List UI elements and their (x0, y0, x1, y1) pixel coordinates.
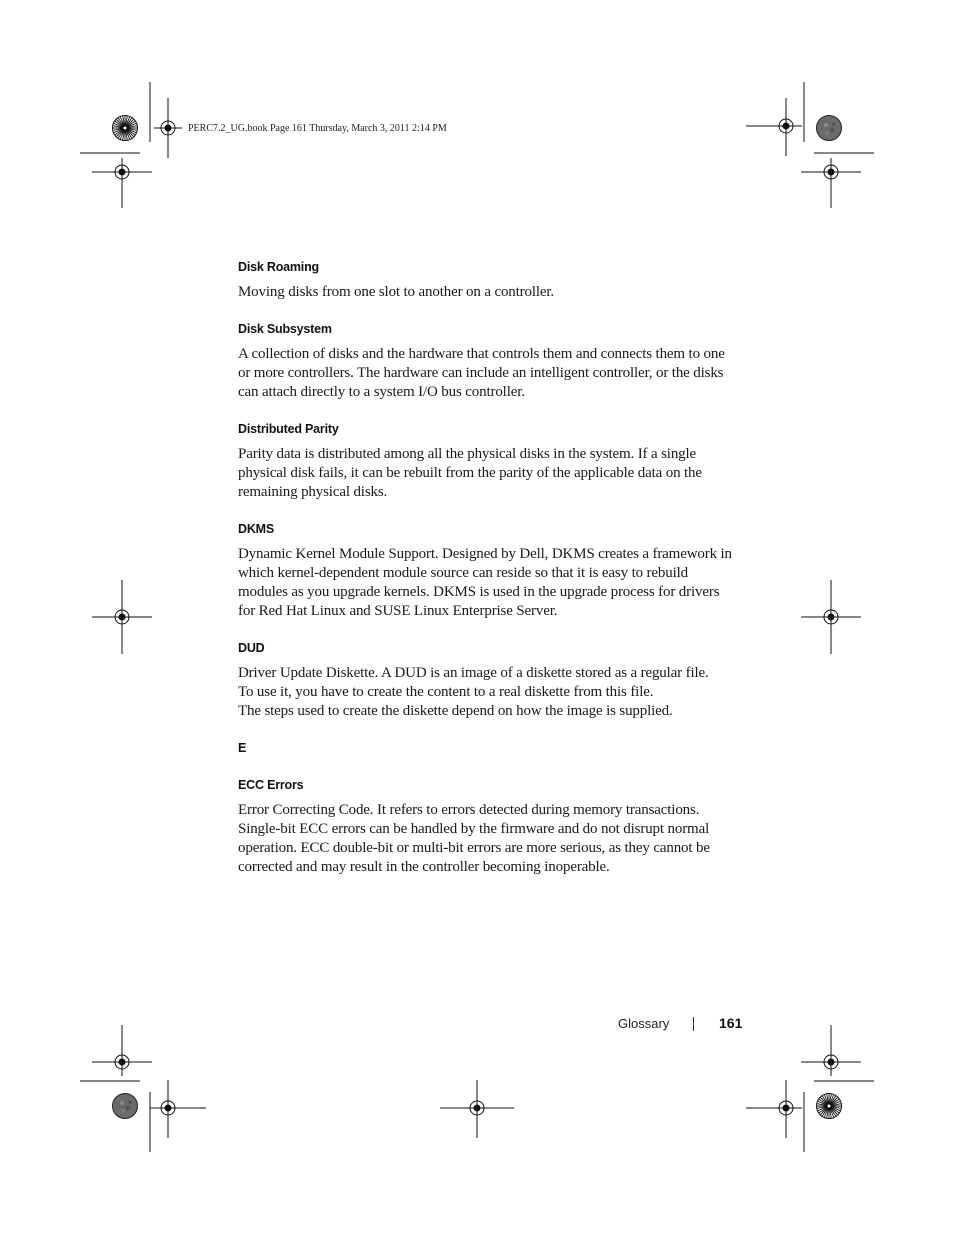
page-footer (0, 1014, 954, 1036)
term-definition: Error Correcting Code. It refers to errors detected during memory transactions. Single-bit ECC errors can be handled by the firmware and do not disrupt normal operation. ECC double-bit or multi-bit errors are more serious, as they cannot be corrected and may result in the controller becoming inoperable. (238, 802, 710, 875)
glossary-entry (238, 259, 738, 302)
term-heading: Disk Roaming (238, 260, 319, 274)
term-heading: DKMS (238, 522, 275, 536)
definition-line: Driver Update Diskette. A DUD is an image of a diskette stored as a regular file. (238, 665, 709, 681)
footer-section-title: Glossary (618, 1016, 670, 1031)
glossary-entry (238, 321, 738, 402)
section-letter-heading: E (238, 741, 247, 755)
term-heading: Distributed Parity (238, 422, 339, 436)
term-heading: Disk Subsystem (238, 322, 332, 336)
print-slug: PERC7.2_UG.book Page 161 Thursday, March 3, 2011 2:14 PM (188, 123, 447, 134)
term-heading: ECC Errors (238, 778, 304, 792)
term-heading: DUD (238, 641, 265, 655)
glossary-entry (238, 421, 738, 502)
glossary-entry (238, 640, 738, 721)
glossary-entry (238, 521, 738, 621)
definition-line: The steps used to create the diskette depend on how the image is supplied. (238, 703, 673, 719)
term-definition (238, 664, 738, 721)
definition-line: To use it, you have to create the content to a real diskette from this file. (238, 684, 654, 700)
page-number: 161 (719, 1015, 743, 1031)
term-definition: Parity data is distributed among all the physical disks in the system. If a single physical disk fails, it can be rebuilt from the parity of the applicable data on the remaining physical disks. (238, 446, 702, 500)
term-definition: Moving disks from one slot to another on a controller. (238, 284, 555, 300)
footer-separator (693, 1017, 694, 1031)
glossary-entry (238, 777, 738, 877)
glossary-content (238, 259, 738, 896)
term-definition: Dynamic Kernel Module Support. Designed by Dell, DKMS creates a framework in which kernel-dependent module source can reside so that it is easy to rebuild modules as you upgrade kernels. DKMS is used in the upgrade process for drivers for Red Hat Linux and SUSE Linux Enterprise Server. (238, 546, 732, 619)
term-definition: A collection of disks and the hardware that controls them and connects them to one or more controllers. The hardware can include an intelligent controller, or the disks can attach directly to a system I/O bus controller. (238, 346, 725, 400)
